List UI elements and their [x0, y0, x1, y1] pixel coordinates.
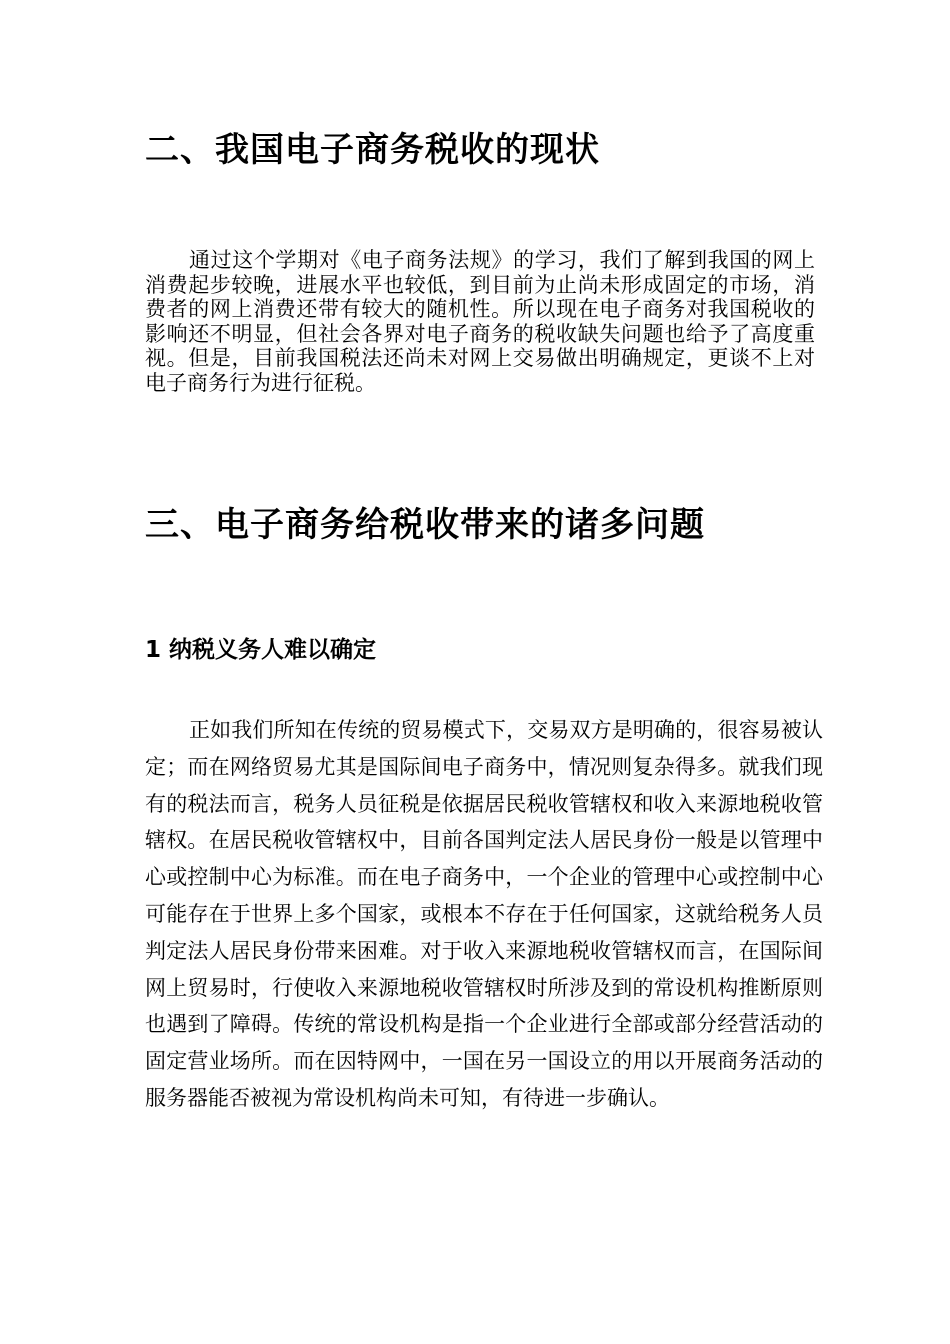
subsection-1-paragraph: 正如我们所知在传统的贸易模式下，交易双方是明确的，很容易被认定；而在网络贸易尤其是国际间电子商务中，情况则复杂得多。就我们现有的税法而言，税务人员征税是依据居民税收管辖权和收入来源地税收管辖权。在居民税收管辖权中，目前各国判定法人居民身份一般是以管理中心或控制中心为标准。而在电子商务中，一个企业的管理中心或控制中心可能存在于世界上多个国家，或根本不存在于任何国家，这就给税务人员判定法人居民身份带来困难。对于收入来源地税收管辖权而言，在国际间网上贸易时，行使收入来源地税收管辖权时所涉及到的常设机构推断原则也遇到了障碍。传统的常设机构是指一个企业进行全部或部分经营活动的固定营业场所。而在因特网中，一国在另一国设立的用以开展商务活动的服务器能否被视为常设机构尚未可知，有待进一步确认。: [145, 718, 823, 1110]
section-3-heading: 三、电子商务给税收带来的诸多问题: [145, 505, 705, 545]
section-2-heading: 二、我国电子商务税收的现状: [145, 130, 600, 170]
subsection-1-heading: 1 纳税义务人难以确定: [145, 637, 377, 663]
section-2-paragraph: 通过这个学期对《电子商务法规》的学习，我们了解到我国的网上消费起步较晚，进展水平也较低，到目前为止尚未形成固定的市场，消费者的网上消费还带有较大的随机性。所以现在电子商务对我国税收的影响还不明显，但社会各界对电子商务的税收缺失问题也给予了高度重视。但是，目前我国税法还尚未对网上交易做出明确规定，更谈不上对电子商务行为进行征税。: [145, 248, 815, 395]
